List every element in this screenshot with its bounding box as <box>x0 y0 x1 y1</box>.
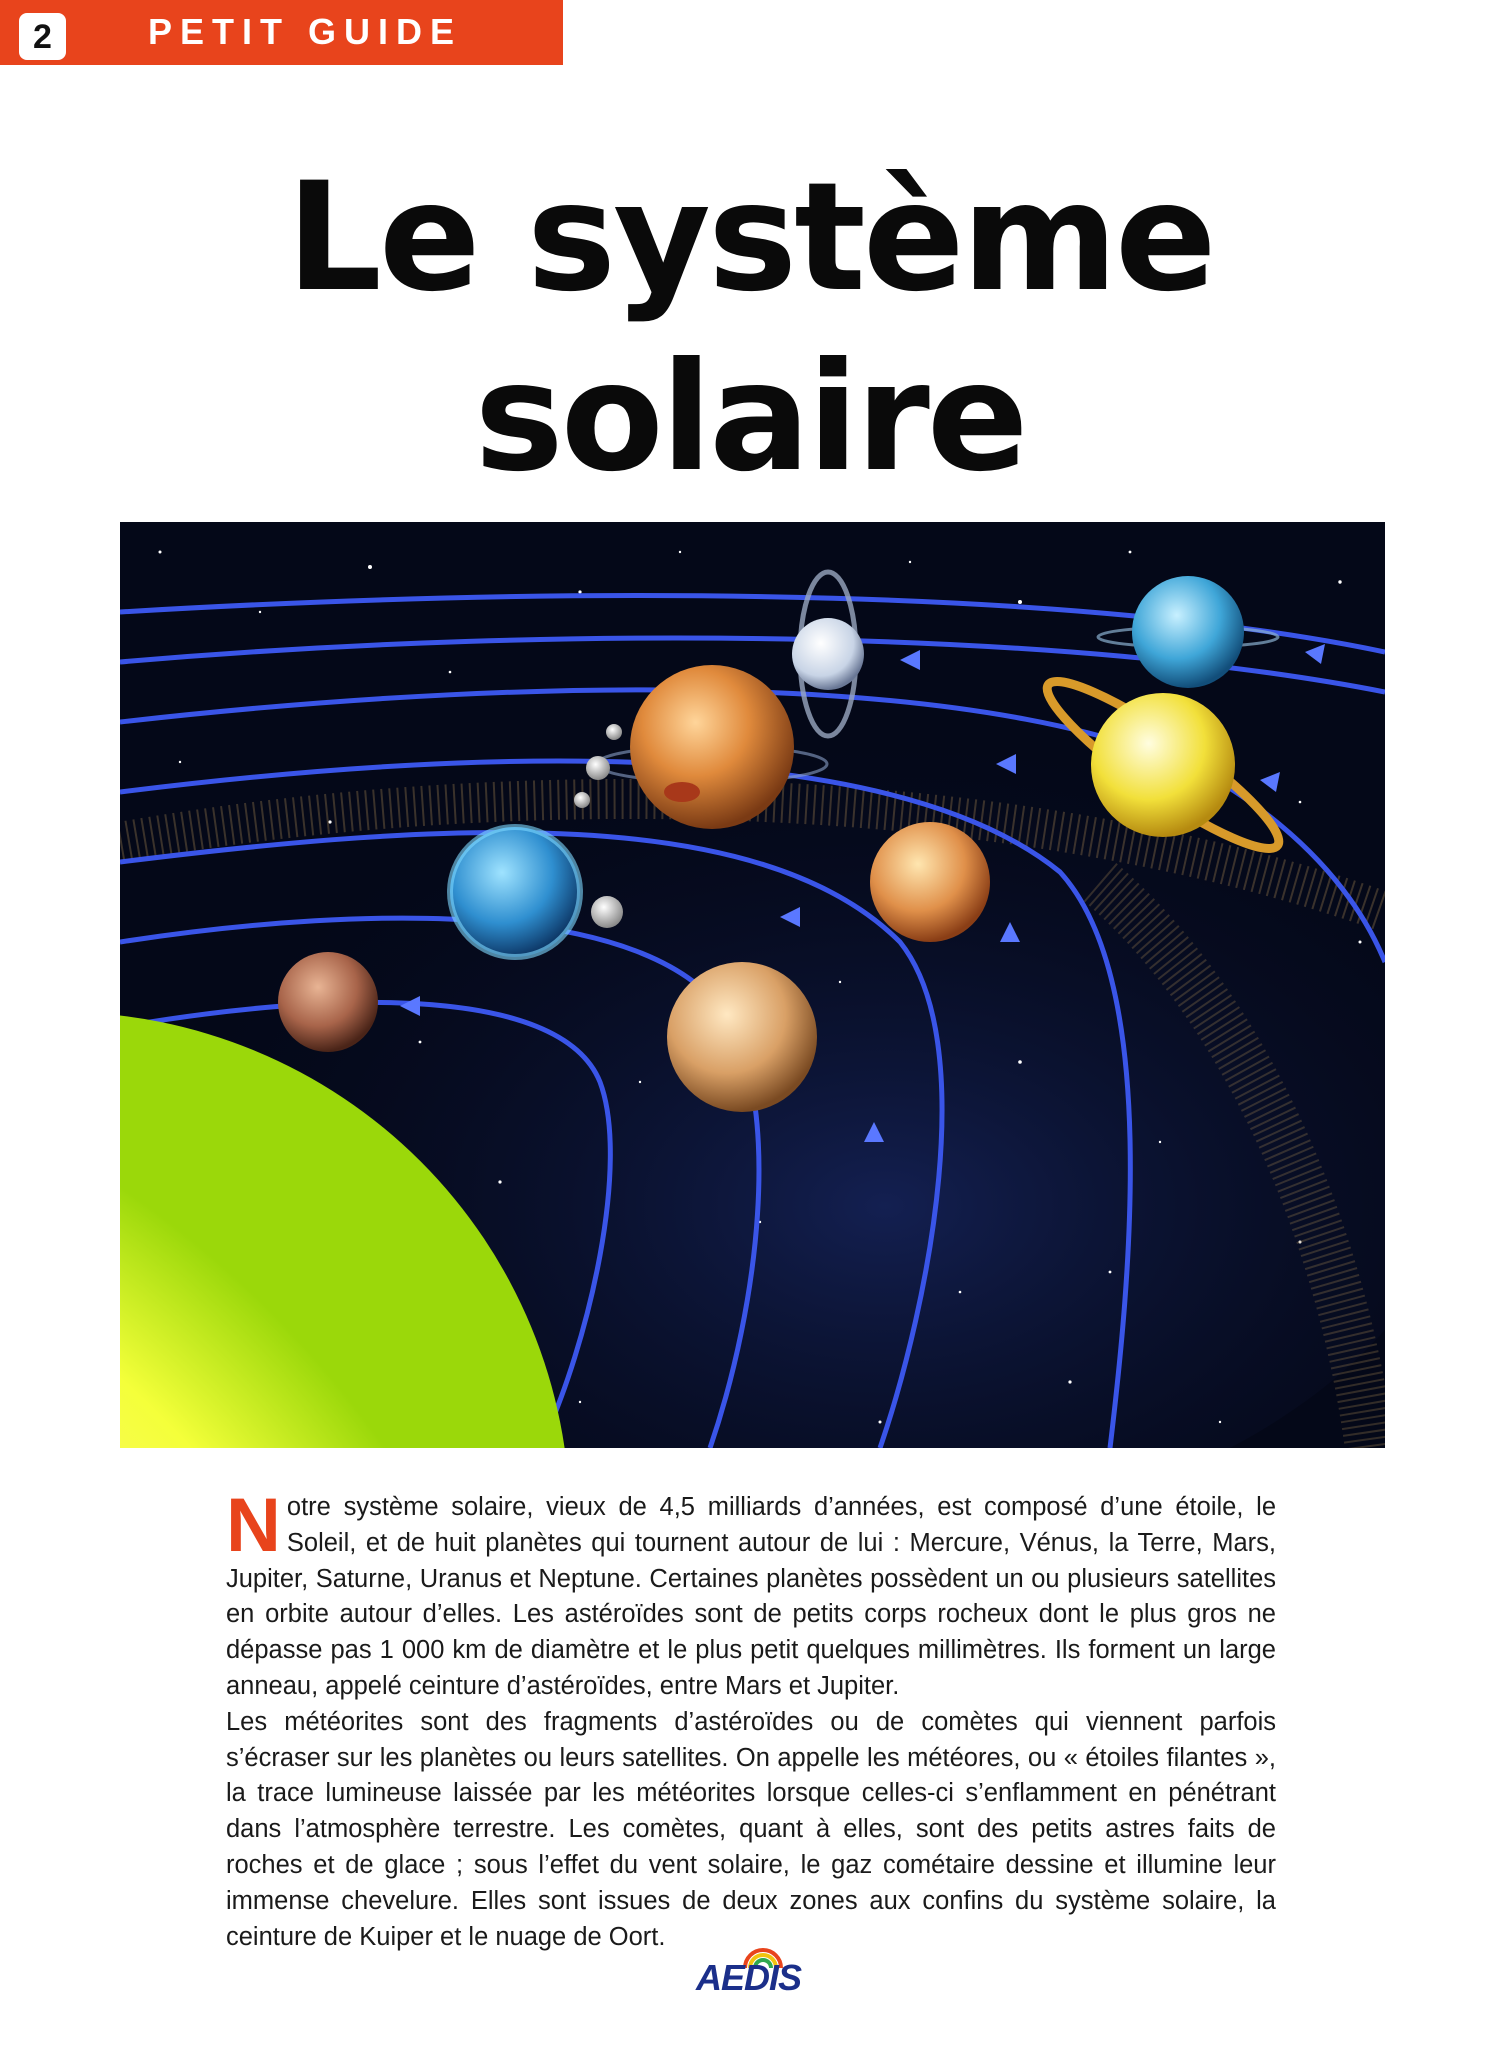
page-title-line-2: solaire <box>474 331 1026 505</box>
jupiter-moon-1 <box>586 756 610 780</box>
planet-venus <box>667 962 817 1112</box>
page-number-badge <box>19 13 66 60</box>
paragraph-1-text: otre système solaire, vieux de 4,5 milliards d’années, est composé d’une étoile, le Soleil, et de huit planètes qui tournent autour de lui : Mercure, Vénus, la Terre, Mars, Jupiter, Saturne, Uranus et Neptune. Certaines planètes possèdent un ou plusieurs satellites en orbite autour d’elles. Les astéroïdes sont de petits corps rocheux dont le plus gros ne dépasse pas 1 000 km de diamètre et le plus petit quelques millimètres. Ils forment un large anneau, appelé ceinture d’astéroïdes, entre Mars et Jupiter. <box>226 1493 1276 1700</box>
page-title <box>0 148 1500 508</box>
series-title: PETIT GUIDE <box>148 11 463 52</box>
moon <box>591 896 623 928</box>
planet-earth <box>450 827 580 957</box>
body-text <box>226 1483 1276 1955</box>
jupiter-moon-3 <box>574 792 590 808</box>
drop-cap: N <box>226 1483 281 1568</box>
paragraph-2: Les météorites sont des fragments d’astéroïdes ou de comètes qui viennent parfois s’écraser sur les planètes ou leurs satellites. On appelle les météores, ou « étoiles filantes », la trace lumineuse laissée par les météorites lorsque celles-ci s’enflamment en pénétrant dans l’atmosphère terrestre. Les comètes, quant à elles, sont des petits astres faits de roches et de glace ; sous l’effet du vent solaire, le gaz cométaire dessine et illumine leur immense chevelure. Elles sont issues de deux zones aux confins du système solaire, la ceinture de Kuiper et le nuage de Oort. <box>226 1707 1276 1951</box>
page-number: 2 <box>33 17 52 56</box>
header-band <box>0 0 563 65</box>
publisher-logo-text: AEDIS <box>696 1957 802 1998</box>
solar-system-illustration <box>120 522 1385 1448</box>
page-title-line-1: Le système <box>286 151 1214 325</box>
planet-mercury <box>278 952 378 1052</box>
publisher-logo <box>690 1942 820 2012</box>
paragraph-1 <box>226 1483 1276 1705</box>
jupiter-moon-2 <box>606 724 622 740</box>
planet-mars <box>870 822 990 942</box>
